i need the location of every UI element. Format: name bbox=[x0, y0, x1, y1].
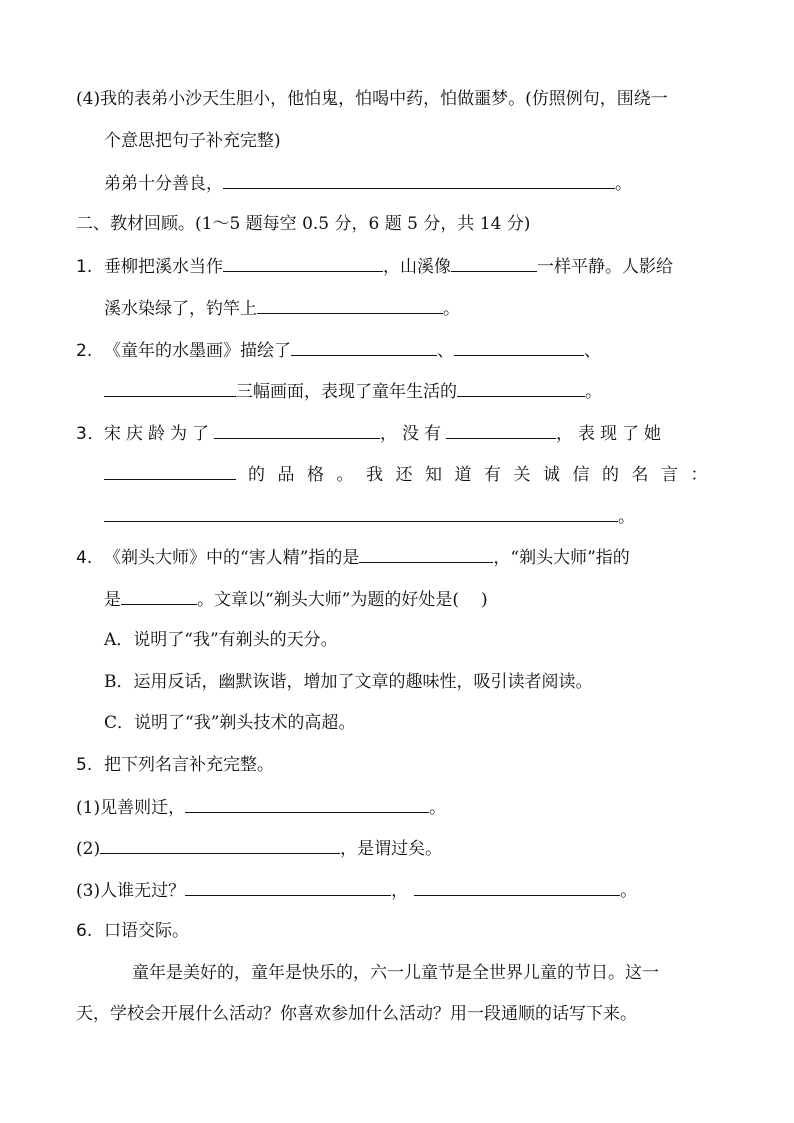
item-1-number: 1. bbox=[76, 257, 93, 277]
item-4-text-d: 。文章以“剃头大师”为题的好处是( bbox=[197, 590, 460, 610]
q4-answer-line bbox=[104, 172, 632, 195]
item-3-number: 3． bbox=[76, 424, 105, 444]
item-6-title: 口语交际。 bbox=[104, 921, 189, 941]
item-3-text-a: 宋庆龄为了 bbox=[104, 424, 214, 444]
item-5-blank-3[interactable] bbox=[185, 879, 391, 896]
item-2-blank-2[interactable] bbox=[454, 339, 584, 356]
item-4-number: 4. bbox=[76, 548, 93, 568]
item-2-text-d: 三幅画面，表现了童年生活的 bbox=[236, 382, 457, 402]
item-4-option-b: B．运用反话，幽默诙谐，增加了文章的趣味性，吸引读者阅读。 bbox=[104, 672, 593, 692]
q4-line-2: 个意思把句子补充完整) bbox=[104, 131, 281, 151]
item-2-line-2 bbox=[104, 380, 602, 403]
item-1-text-e: 。 bbox=[443, 299, 460, 319]
item-4-blank-1[interactable] bbox=[359, 546, 493, 563]
item-3-blank-1[interactable] bbox=[214, 422, 380, 439]
item-5-blank-4[interactable] bbox=[414, 879, 620, 896]
item-4-blank-2[interactable] bbox=[121, 588, 197, 605]
item-3-line-1 bbox=[76, 422, 666, 445]
item-6-title-line bbox=[76, 920, 189, 942]
item-6-paragraph-line-2: 天，学校会开展什么活动？你喜欢参加什么活动？用一段通顺的话写下来。 bbox=[76, 1004, 637, 1024]
item-5-number: 5. bbox=[76, 755, 93, 775]
item-3-blank-2[interactable] bbox=[446, 422, 556, 439]
item-3-text-d: 的品格。我还知道有关诚信的名言： bbox=[248, 465, 720, 485]
item-3-text-e: 。 bbox=[618, 507, 635, 527]
item-4-text-b: ，“剃头大师”指的 bbox=[493, 548, 630, 568]
q4-answer-prefix: 弟弟十分善良， bbox=[104, 174, 223, 194]
item-2-text-a: 《童年的水墨画》描绘了 bbox=[104, 341, 291, 361]
item-5-sentence-2 bbox=[76, 837, 442, 860]
item-5-blank-2[interactable] bbox=[100, 837, 340, 854]
item-3-blank-4[interactable] bbox=[104, 505, 618, 522]
item-5-s3-suffix: 。 bbox=[620, 881, 638, 901]
item-5-sentence-1 bbox=[76, 796, 446, 819]
q4-answer-blank[interactable] bbox=[223, 172, 615, 189]
q4-answer-suffix: 。 bbox=[615, 174, 632, 194]
item-5-sentence-3 bbox=[76, 879, 637, 902]
item-6-paragraph-line-1: 童年是美好的，童年是快乐的，六一儿童节是全世界儿童的节日。这一 bbox=[132, 963, 659, 983]
item-6-number: 6. bbox=[76, 921, 93, 941]
item-1-text-d: 溪水染绿了，钓竿上 bbox=[104, 299, 257, 319]
item-3-text-b: ，没有 bbox=[380, 424, 446, 444]
item-4-text-c: 是 bbox=[104, 590, 121, 610]
item-1-line-1 bbox=[76, 255, 673, 278]
item-2-line-1 bbox=[76, 339, 601, 362]
item-1-text-c: 一样平静。人影给 bbox=[537, 257, 673, 277]
item-5-s1-suffix: 。 bbox=[429, 798, 447, 818]
item-2-text-c: 、 bbox=[584, 341, 601, 361]
item-5-s1-prefix: (1)见善则迁， bbox=[76, 798, 186, 818]
item-5-s2-prefix: (2) bbox=[76, 839, 101, 859]
item-3-line-2 bbox=[104, 463, 720, 486]
item-2-text-e: 。 bbox=[585, 382, 602, 402]
item-5-s2-suffix: ，是谓过矣。 bbox=[340, 839, 443, 859]
item-4-text-e: ) bbox=[481, 590, 488, 610]
item-2-blank-1[interactable] bbox=[291, 339, 437, 356]
item-5-title: 把下列名言补充完整。 bbox=[104, 755, 274, 775]
item-1-blank-2[interactable] bbox=[451, 255, 537, 272]
item-1-line-2 bbox=[104, 297, 460, 320]
item-5-s3-mid: ， bbox=[391, 881, 409, 901]
item-1-text-b: ，山溪像 bbox=[383, 257, 451, 277]
item-1-text-a: 垂柳把溪水当作 bbox=[104, 257, 223, 277]
item-5-blank-1[interactable] bbox=[185, 796, 429, 813]
item-1-blank-1[interactable] bbox=[223, 255, 383, 272]
item-4-line-1 bbox=[76, 546, 630, 569]
section-2-title: 二、教材回顾。(1～5 题每空 0.5 分，6 题 5 分，共 14 分) bbox=[76, 214, 531, 234]
item-5-title-line bbox=[76, 754, 274, 776]
item-2-text-b: 、 bbox=[437, 341, 454, 361]
item-4-line-2 bbox=[104, 588, 488, 611]
item-1-blank-3[interactable] bbox=[257, 297, 443, 314]
item-5-s3-prefix: (3)人谁无过？ bbox=[76, 881, 186, 901]
item-2-blank-3[interactable] bbox=[104, 380, 236, 397]
item-4-option-c: C．说明了“我”剃头技术的高超。 bbox=[104, 713, 356, 733]
item-4-option-a: A．说明了“我”有剃头的天分。 bbox=[104, 630, 338, 650]
item-2-blank-4[interactable] bbox=[457, 380, 585, 397]
q4-line-1: (4)我的表弟小沙天生胆小，他怕鬼，怕喝中药，怕做噩梦。(仿照例句，围绕一 bbox=[76, 89, 668, 109]
item-3-blank-3[interactable] bbox=[104, 463, 236, 480]
item-2-number: 2. bbox=[76, 341, 93, 361]
item-4-text-a: 《剃头大师》中的“害人精”指的是 bbox=[104, 548, 360, 568]
item-3-line-3 bbox=[104, 505, 635, 528]
item-3-text-c: ，表现了她 bbox=[556, 424, 666, 444]
